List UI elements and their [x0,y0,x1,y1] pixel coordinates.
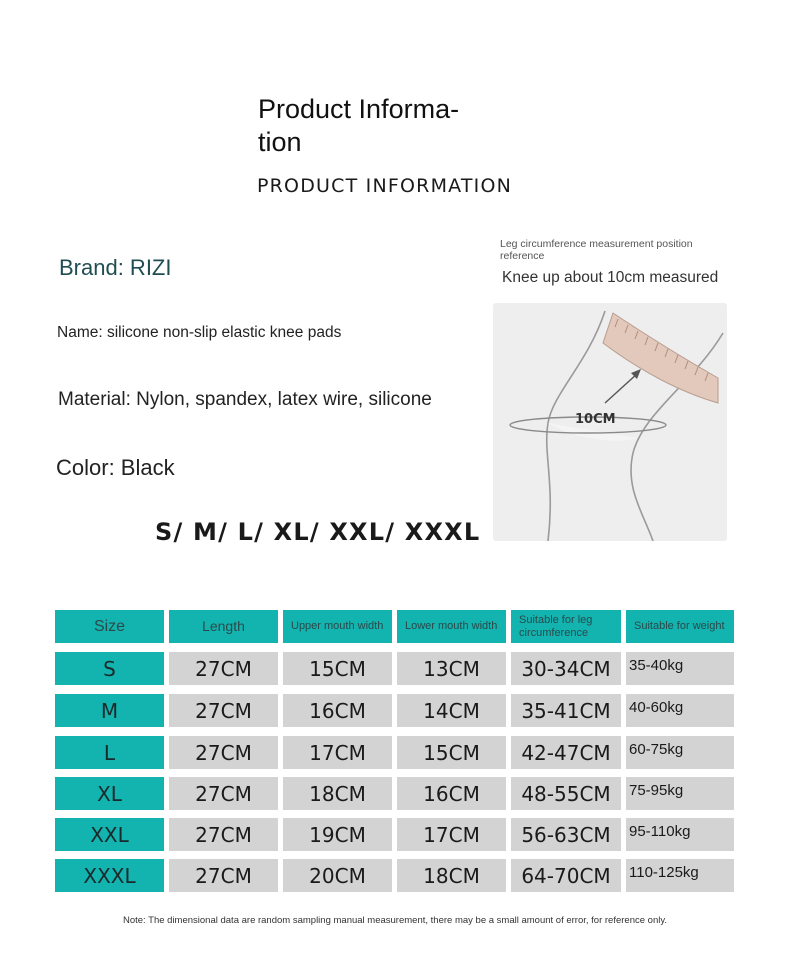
table-cell-leg: 64-70CM [511,859,621,892]
table-cell-lower: 18CM [397,859,506,892]
table-header-cell [626,610,734,643]
page-title-line2: tion [258,127,302,157]
table-cell-upper: 20CM [283,859,392,892]
product-material: Material: Nylon, spandex, latex wire, silicone [58,389,432,410]
footer-note: Note: The dimensional data are random sampling manual measurement, there may be a small amount of error, for reference only. [122,915,668,926]
table-cell-lower: 15CM [397,736,506,769]
table-cell-weight: 110-125kg [626,859,734,892]
table-cell-size: M [55,694,164,727]
table-cell-weight: 75-95kg [626,777,734,810]
table-cell-length: 27CM [169,694,278,727]
table-cell-length: 27CM [169,777,278,810]
table-cell-weight: 40-60kg [626,694,734,727]
table-header-label: Size [93,618,126,635]
table-header-cell [55,610,164,643]
table-header-cell [511,610,621,643]
table-cell-upper: 17CM [283,736,392,769]
table-cell-length: 27CM [169,818,278,851]
table-cell-length: 27CM [169,736,278,769]
page-subtitle: PRODUCT INFORMATION [257,175,513,197]
table-header-label: Lower mouth width [405,620,498,632]
page-title [258,93,508,159]
table-cell-upper: 18CM [283,777,392,810]
table-cell-upper: 15CM [283,652,392,685]
table-header-label: Suitable for leg circumference [519,613,593,639]
table-cell-lower: 13CM [397,652,506,685]
page-title-line1: Product Informa- [258,94,460,124]
table-cell-leg: 48-55CM [511,777,621,810]
table-header-cell [283,610,392,643]
table-cell-weight: 35-40kg [626,652,734,685]
table-cell-leg: 35-41CM [511,694,621,727]
available-sizes: S/ M/ L/ XL/ XXL/ XXXL [155,518,481,546]
table-cell-leg: 30-34CM [511,652,621,685]
measurement-arrow [605,373,638,403]
table-cell-weight: 60-75kg [626,736,734,769]
measurement-reference-note: Leg circumference measurement position reference [500,238,693,262]
table-cell-size: XXL [55,818,164,851]
table-header-label: Length [202,618,245,634]
table-cell-lower: 17CM [397,818,506,851]
product-color: Color: Black [56,455,175,480]
table-header-label: Suitable for weight [634,620,725,632]
table-cell-weight: 95-110kg [626,818,734,851]
table-header-cell [169,610,278,643]
table-cell-length: 27CM [169,652,278,685]
table-cell-size: S [55,652,164,685]
table-cell-upper: 16CM [283,694,392,727]
brand-label: Brand: RIZI [59,255,172,280]
measurement-title: Knee up about 10cm measured [502,269,719,286]
table-cell-length: 27CM [169,859,278,892]
product-name: Name: silicone non-slip elastic knee pads [57,324,342,341]
table-cell-size: XL [55,777,164,810]
measurement-label: 10CM [575,412,616,427]
knee-measurement-illustration [493,303,727,541]
table-cell-leg: 56-63CM [511,818,621,851]
table-cell-size: XXXL [55,859,164,892]
table-cell-upper: 19CM [283,818,392,851]
table-cell-lower: 16CM [397,777,506,810]
table-cell-leg: 42-47CM [511,736,621,769]
knee-illustration-svg [493,303,727,541]
table-header-label: Upper mouth width [291,620,384,632]
table-header-cell [397,610,506,643]
table-cell-size: L [55,736,164,769]
table-cell-lower: 14CM [397,694,506,727]
